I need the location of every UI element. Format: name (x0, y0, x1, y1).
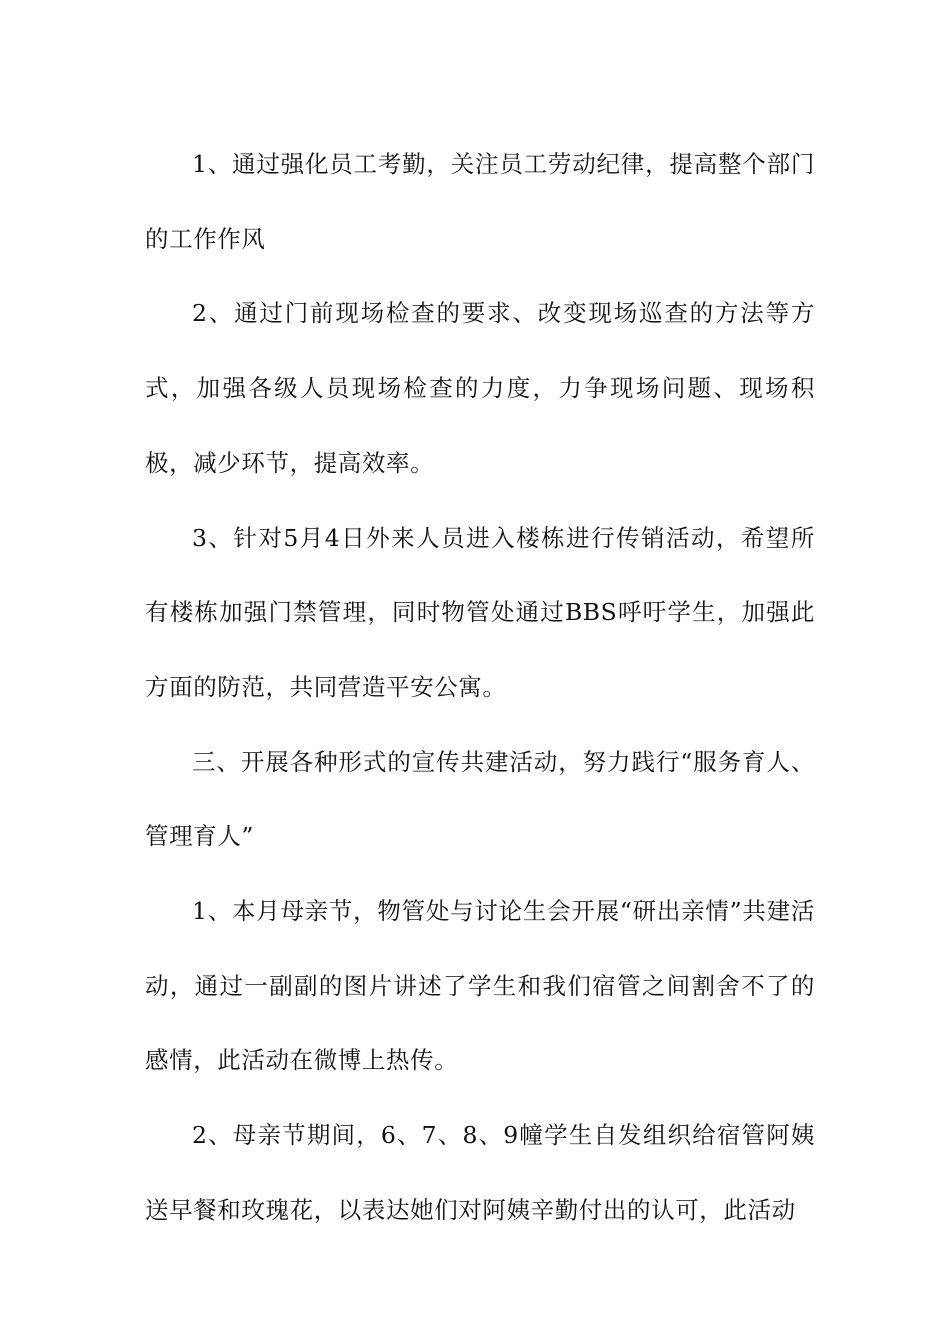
section-heading-publicity: 三、开展各种形式的宣传共建活动，努力践行“服务育人、管理育人” (145, 747, 815, 851)
paragraph-attendance: 1、通过强化员工考勤，关注员工劳动纪律，提高整个部门的工作作风 (145, 150, 815, 253)
paragraph-access-control: 3、针对5月4日外来人员进入楼栋进行传销活动，希望所有楼栋加强门禁管理，同时物管处通过BBS呼吁学生，加强此方面的防范，共同营造平安公寓。 (145, 523, 815, 701)
paragraph-onsite-inspection: 2、通过门前现场检查的要求、改变现场巡查的方法等方式，加强各级人员现场检查的力度，力争现场问题、现场积极，减少环节，提高效率。 (145, 299, 815, 477)
paragraph-mothers-day-event: 1、本月母亲节，物管处与讨论生会开展“研出亲情”共建活动，通过一副副的图片讲述了学生和我们宿管之间割舍不了的感情，此活动在微博上热传。 (145, 897, 815, 1075)
paragraph-student-gifts: 2、母亲节期间，6、7、8、9幢学生自发组织给宿管阿姨送早餐和玫瑰花，以表达她们对阿姨辛勤付出的认可，此活动 (145, 1121, 815, 1224)
document-body (145, 127, 815, 1248)
